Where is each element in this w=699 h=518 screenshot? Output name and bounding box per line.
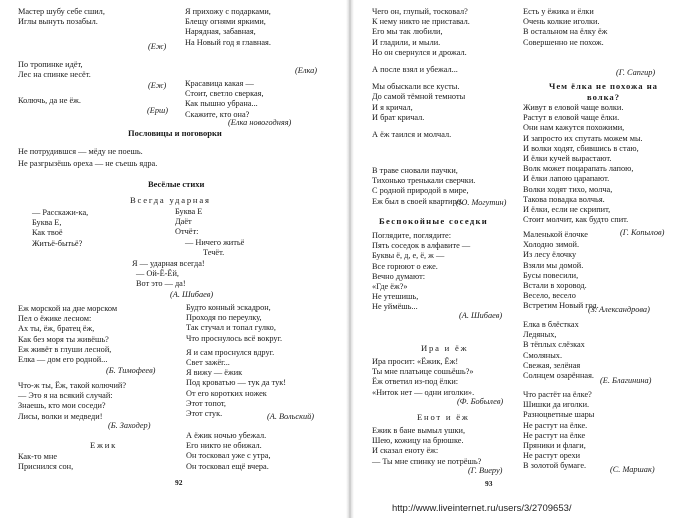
text-line: «Где ёж?»: [372, 282, 408, 292]
text-line: Не утешишь,: [372, 292, 419, 302]
text-line: Тихонько тренькали сверчки.: [372, 176, 476, 186]
text-line: Они нам кажутся похожими,: [523, 123, 625, 133]
text-line: Пять соседок в алфавите —: [372, 241, 471, 251]
poem-sparkles: [523, 320, 594, 381]
text-line: Стоит, светло сверкая,: [185, 89, 264, 99]
text-line: Встретим Новый год.: [523, 301, 599, 311]
text-line: И брат кричал.: [372, 112, 425, 122]
text-line: Ледяных,: [523, 330, 557, 340]
poem-neighbors: [18, 381, 126, 422]
attribution: (Г. Копылов): [620, 228, 665, 237]
text-line: Блещу огнями яркими,: [185, 17, 266, 27]
text-line: Холодно зимой.: [523, 240, 580, 250]
text-line: Красавица какая —: [185, 79, 254, 88]
text-line: Встали в хоровод.: [523, 281, 587, 291]
text-line: Я вижу — ёжик: [186, 368, 243, 378]
text-line: Его мы так любили,: [372, 27, 443, 37]
text-line: Ёж ответил из-под ёлки:: [372, 377, 459, 387]
attribution: (А. Шибаев): [170, 290, 214, 299]
text-line: И ёлки, если не скрипит,: [523, 205, 611, 215]
poem-horse: [186, 303, 286, 419]
text-line: А ёж таился и молчал.: [372, 130, 452, 140]
text-line: Взяли мы домой.: [523, 260, 584, 270]
text-line: Есть у ёжика и ёлки: [523, 7, 594, 16]
text-line: Отчёт:: [175, 227, 199, 237]
text-line: Этот топот,: [186, 398, 226, 408]
poem-title: Чем ёлка не похожа на волка?: [549, 81, 658, 102]
text-line: Свежая, зелёная: [523, 360, 581, 370]
attribution: (Ю. Могутин): [456, 198, 507, 207]
text-line: Ты мне платьице сошьёшь?»: [372, 367, 474, 377]
poem-raccoon: [372, 426, 481, 467]
text-line: И сказал еноту ёж:: [372, 446, 439, 456]
poem-title: Ежик: [90, 440, 118, 450]
text-line: В золотой бумаге.: [523, 461, 587, 471]
text-line: Буква Е: [175, 207, 203, 216]
poem-sad-hedgehog: [372, 7, 470, 140]
text-line: И ёлки лапою царапают.: [523, 174, 610, 184]
text-line: — Это я на всякий случай:: [18, 391, 113, 401]
text-line: На Новый год я главная.: [185, 37, 271, 47]
text-line: Что проснулось всё вокруг.: [186, 333, 283, 343]
poem-title: Ира и ёж: [421, 343, 469, 353]
text-line: Весело, весело: [523, 291, 576, 301]
text-line: Разноцветные шары: [523, 410, 595, 420]
text-line: Как-то мне: [18, 452, 58, 461]
poem-title: Енот и ёж: [417, 412, 470, 422]
text-line: Колючь, да не ёж.: [18, 96, 81, 105]
text-line: Лес на спинке несёт.: [18, 70, 91, 80]
text-line: Его никто не обижал.: [186, 441, 262, 451]
text-line: «Ниток нет — одни иголки».: [372, 387, 475, 397]
text-line: Буквы ё, д, е, ё, ж —: [372, 251, 445, 261]
text-line: Бусы повесили,: [523, 270, 579, 280]
text-line: — Ты мне спинку не потрёшь?: [372, 456, 482, 466]
text-line: С родной природой в мире,: [372, 186, 469, 196]
text-line: Шею, кожицу на брюшке.: [372, 436, 464, 446]
text-line: Ежик в бане вымыл ушки,: [372, 426, 466, 435]
text-line: Елка — дом его родной...: [18, 355, 108, 365]
text-line: Что растёт на ёлке?: [523, 390, 592, 399]
text-line: Под кроватью — тук да тук!: [186, 378, 287, 388]
attribution: (Ерш): [147, 106, 169, 115]
text-line: И запросто их спутать можем мы.: [523, 133, 643, 143]
poem-ira: [372, 357, 474, 398]
section-heading: Пословицы и поговорки: [128, 128, 222, 138]
attribution: (Б. Заходер): [108, 421, 151, 430]
text-line: Лисы, волки и медведи!: [18, 411, 103, 421]
left-page: [0, 0, 349, 518]
text-line: Я и сам проснулся вдруг.: [186, 347, 275, 357]
attribution: (С. Маршак): [610, 465, 655, 474]
text-line: Будто конный эскадрон,: [186, 303, 271, 312]
poem-little-tree: [523, 230, 599, 312]
text-line: Елка в блёстках: [523, 320, 579, 329]
riddle-path: [18, 60, 91, 80]
text-line: Вечно думают:: [372, 271, 426, 281]
riddle-tree-2: [185, 79, 264, 120]
text-line: Шишки да иголки.: [523, 400, 590, 410]
text-line: Как пышно убрана...: [185, 99, 258, 109]
text-line: Не растут на ёлке: [523, 430, 586, 440]
section-heading: Весёлые стихи: [148, 179, 205, 189]
text-line: — Расскажи-ка,: [32, 208, 89, 217]
text-line: Как твоё: [32, 228, 63, 238]
text-line: Стоит молчит, как будто спит.: [523, 215, 629, 225]
text-line: Проходя по переулку,: [186, 313, 262, 323]
riddle-prick: [18, 96, 81, 106]
text-line: Он тосковал уже с утра,: [186, 451, 271, 461]
text-line: В остальном на ёлку ёж: [523, 27, 608, 37]
text-line: Я прихожу с подарками,: [185, 7, 271, 16]
poem-grows: [523, 390, 594, 472]
page-number: 92: [175, 478, 183, 487]
text-line: И гладили, и мыли.: [372, 37, 441, 47]
text-line: Не растут орехи: [523, 451, 581, 461]
text-line: — Ой-Ё-Ёй,: [136, 269, 179, 279]
text-line: В тёплых слёзках: [523, 340, 585, 350]
attribution: (Елка): [295, 66, 318, 75]
text-line: Он тосковал ещё вчера.: [186, 461, 269, 471]
text-line: И я кричал,: [372, 102, 413, 112]
text-line: Волк может поцарапать лапою,: [523, 164, 634, 174]
attribution: (А. Шибаев): [459, 311, 503, 320]
text-line: Но он свернулся и дрожал.: [372, 47, 467, 57]
page-number: 93: [485, 479, 493, 488]
poem-yolki: [523, 7, 607, 48]
attribution: (Г. Виеру): [468, 466, 503, 475]
text-line: Пряники и флаги,: [523, 441, 586, 451]
text-line: Житьё-бытьё?: [32, 238, 83, 248]
text-line: Так стучал и топал гулко,: [186, 323, 276, 333]
poem-column: [186, 431, 271, 472]
text-line: Даёт: [175, 217, 192, 227]
text-line: Поглядите, поглядите:: [372, 231, 451, 240]
text-line: Нарядная, забавная,: [185, 27, 256, 37]
poem-column: [32, 208, 88, 249]
riddle-tree-1: [185, 7, 271, 48]
text-line: — Ничего житьё: [185, 237, 245, 247]
text-line: Знаешь, кто мои соседи?: [18, 401, 106, 411]
text-line: Я — ударная всегда!: [132, 259, 205, 268]
text-line: Все горюют о еже.: [372, 261, 438, 271]
text-line: Не разгрызёшь ореха — не съешь ядра.: [18, 158, 158, 168]
poem-sea-urchin: [18, 304, 117, 365]
text-line: Этот стук.: [186, 409, 223, 419]
text-line: Свет зажёг...: [186, 358, 230, 368]
attribution: (Г. Сапгир): [616, 68, 656, 77]
text-line: Течёт.: [203, 247, 225, 257]
text-line: Как без моря ты живёшь?: [18, 334, 109, 344]
text-line: Скажите, кто она?: [185, 109, 250, 119]
text-line: По тропинке идёт,: [18, 60, 83, 69]
text-line: Не растут на ёлке.: [523, 420, 588, 430]
text-line: Растут в еловой чаще ёлки.: [523, 113, 620, 123]
text-line: Приснился сон,: [18, 462, 74, 472]
attribution: (А. Вольский): [267, 412, 315, 421]
text-line: Вот это — да!: [136, 279, 186, 289]
text-line: Еж был в своей квартире.: [372, 196, 463, 206]
text-line: Из лесу ёлочку: [523, 250, 577, 260]
poem-restless: [372, 231, 470, 313]
attribution: (Е. Благинина): [600, 376, 652, 385]
text-line: Не потрудившся — мёду не поешь.: [18, 147, 143, 156]
text-line: И ёлки кучей вырастают.: [523, 154, 612, 164]
text-line: От его коротких ножек: [186, 388, 267, 398]
watermark-url: http://www.liveinternet.ru/users/3/2709653/: [392, 503, 572, 514]
text-line: Волки ходят тихо, молча,: [523, 184, 613, 194]
right-page: [351, 0, 699, 518]
proverbs-list: [18, 146, 157, 169]
attribution: (Еж): [148, 81, 167, 90]
text-line: Совершенно не похож.: [523, 37, 604, 47]
text-line: До самой тёмной темноты: [372, 92, 466, 102]
riddle-mitten: [18, 7, 105, 27]
text-line: Мастер шубу себе сшил,: [18, 7, 105, 16]
text-line: Очень колкие иголки.: [523, 17, 600, 27]
attribution: (Б. Тимофеев): [106, 366, 156, 375]
poem-wolf: [523, 103, 643, 225]
text-line: И волки ходят, сбившись в стаю,: [523, 143, 639, 153]
text-line: Еж живёт в глуши лесной,: [18, 344, 112, 354]
text-line: Маленькой ёлочке: [523, 230, 588, 239]
text-line: Мы обыскали все кусты.: [372, 82, 460, 92]
text-line: Смоляных.: [523, 350, 563, 360]
attribution: (Ф. Бобылев): [457, 397, 504, 406]
text-line: Чего он, глупый, тосковал?: [372, 7, 468, 16]
text-line: К нему никто не приставал.: [372, 17, 470, 27]
text-line: Такова повадка волчья.: [523, 194, 605, 204]
text-line: Не уймёшь...: [372, 302, 418, 312]
attribution: (З. Александрова): [588, 305, 650, 314]
poem-title: Беспокойные соседки: [379, 216, 489, 226]
text-line: Что-ж ты, Ёж, такой колючий?: [18, 381, 127, 390]
poem-title: Всегда ударная: [130, 195, 211, 205]
poem-column: [18, 452, 73, 472]
text-line: Солнцем озарённая.: [523, 371, 594, 381]
text-line: Ира просит: «Ёжик, Ёж!: [372, 357, 459, 366]
text-line: Иглы вынуть позабыл.: [18, 17, 98, 27]
poem-ending: [132, 259, 205, 290]
attribution: (Еж): [148, 42, 167, 51]
text-line: В траве сновали паучки,: [372, 166, 458, 175]
text-line: Пел о ёжике лесном:: [18, 314, 92, 324]
text-line: А после взял и убежал...: [372, 65, 458, 75]
text-line: Живут в еловой чаще волки.: [523, 103, 624, 112]
poem-column: [175, 207, 244, 258]
attribution: (Елка новогодняя): [228, 118, 292, 127]
text-line: Буква Е,: [32, 218, 62, 228]
text-line: Ах ты, ёж, братец ёж,: [18, 324, 95, 334]
text-line: А ёжик ночью убежал.: [186, 431, 267, 440]
text-line: Еж морской на дне морском: [18, 304, 118, 313]
